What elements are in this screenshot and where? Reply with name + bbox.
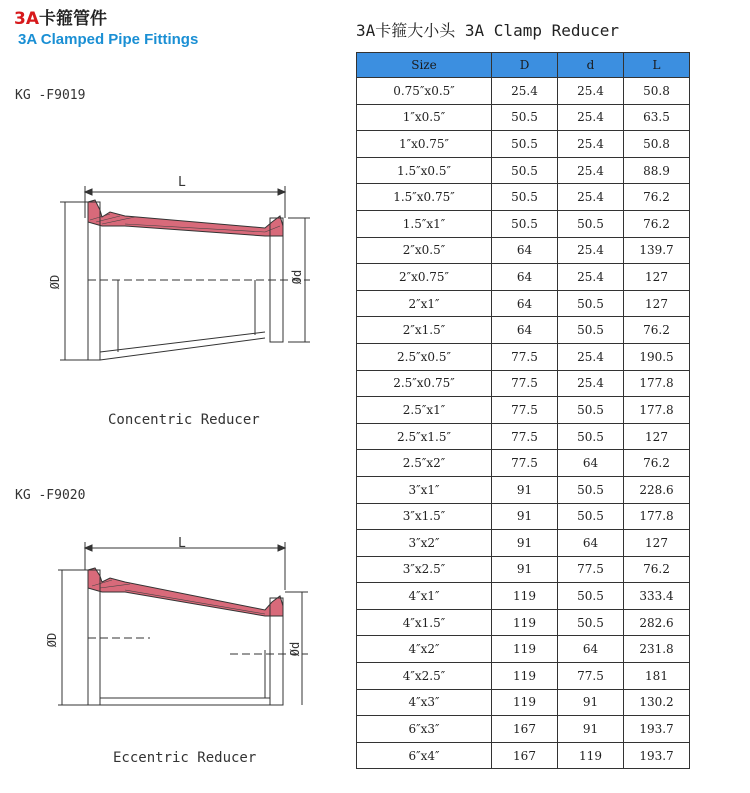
table-row [357, 104, 690, 131]
cell-L: 282.6 [624, 609, 690, 636]
table-row [357, 157, 690, 184]
table-row [357, 210, 690, 237]
header-chinese-title [14, 4, 107, 29]
table-row [357, 663, 690, 690]
cell-size: 3″x1.5″ [357, 503, 492, 530]
cell-size: 2″x0.75″ [357, 264, 492, 291]
cell-D: 50.5 [492, 104, 558, 131]
cell-size: 1″x0.5″ [357, 104, 492, 131]
table-row [357, 343, 690, 370]
cell-D: 50.5 [492, 131, 558, 158]
cell-L: 88.9 [624, 157, 690, 184]
cell-size: 2.5″x0.5″ [357, 343, 492, 370]
eccentric-reducer-drawing [40, 530, 330, 730]
table-body [357, 78, 690, 769]
caption-eccentric-reducer: Eccentric Reducer [113, 750, 257, 766]
label-length-eccentric: L [178, 536, 186, 551]
cell-D: 119 [492, 663, 558, 690]
cell-D: 91 [492, 556, 558, 583]
cell-d: 25.4 [558, 343, 624, 370]
cell-L: 231.8 [624, 636, 690, 663]
cell-L: 228.6 [624, 476, 690, 503]
cell-size: 2.5″x1.5″ [357, 423, 492, 450]
label-diameter-small-eccentric: Ød [288, 641, 303, 657]
label-diameter-large-concentric: ØD [48, 274, 63, 290]
cell-D: 91 [492, 476, 558, 503]
cell-D: 64 [492, 290, 558, 317]
caption-concentric-reducer: Concentric Reducer [108, 412, 260, 428]
cell-d: 25.4 [558, 184, 624, 211]
cell-d: 50.5 [558, 290, 624, 317]
table-row [357, 503, 690, 530]
table-row [357, 716, 690, 743]
cell-size: 2″x1.5″ [357, 317, 492, 344]
table-row [357, 317, 690, 344]
cell-D: 91 [492, 530, 558, 557]
model-number-concentric: KG -F9019 [15, 88, 86, 103]
table-row [357, 78, 690, 105]
cell-d: 50.5 [558, 503, 624, 530]
table-row [357, 264, 690, 291]
cell-L: 127 [624, 264, 690, 291]
table-row [357, 423, 690, 450]
cell-size: 1.5″x0.75″ [357, 184, 492, 211]
table-row [357, 131, 690, 158]
cell-size: 1.5″x0.5″ [357, 157, 492, 184]
cell-L: 76.2 [624, 450, 690, 477]
cell-D: 119 [492, 636, 558, 663]
cell-D: 50.5 [492, 184, 558, 211]
model-number-eccentric: KG -F9020 [15, 488, 86, 503]
cell-size: 4″x1.5″ [357, 609, 492, 636]
cell-D: 77.5 [492, 343, 558, 370]
cell-L: 139.7 [624, 237, 690, 264]
cell-d: 25.4 [558, 104, 624, 131]
cell-D: 50.5 [492, 157, 558, 184]
cell-d: 119 [558, 742, 624, 769]
header-d: d [558, 53, 624, 78]
cell-d: 50.5 [558, 609, 624, 636]
cell-size: 1.5″x1″ [357, 210, 492, 237]
cell-D: 77.5 [492, 370, 558, 397]
cell-d: 64 [558, 450, 624, 477]
table-row [357, 370, 690, 397]
cell-D: 167 [492, 716, 558, 743]
cell-d: 25.4 [558, 370, 624, 397]
cell-d: 64 [558, 530, 624, 557]
label-diameter-small-concentric: Ød [290, 269, 305, 285]
cell-size: 4″x1″ [357, 583, 492, 610]
cell-L: 130.2 [624, 689, 690, 716]
cell-L: 177.8 [624, 397, 690, 424]
cell-d: 50.5 [558, 476, 624, 503]
cell-L: 127 [624, 423, 690, 450]
table-row [357, 636, 690, 663]
cell-d: 50.5 [558, 423, 624, 450]
cell-L: 193.7 [624, 742, 690, 769]
label-diameter-large-eccentric: ØD [45, 632, 60, 648]
cell-d: 91 [558, 689, 624, 716]
cell-size: 4″x2.5″ [357, 663, 492, 690]
cell-d: 64 [558, 636, 624, 663]
cell-d: 77.5 [558, 556, 624, 583]
cell-size: 2″x0.5″ [357, 237, 492, 264]
cell-D: 119 [492, 583, 558, 610]
cell-size: 0.75″x0.5″ [357, 78, 492, 105]
cell-d: 25.4 [558, 131, 624, 158]
cell-L: 76.2 [624, 556, 690, 583]
cell-L: 127 [624, 290, 690, 317]
table-row [357, 583, 690, 610]
cell-size: 2.5″x0.75″ [357, 370, 492, 397]
cell-L: 76.2 [624, 210, 690, 237]
cell-size: 2.5″x2″ [357, 450, 492, 477]
concentric-reducer-drawing [40, 170, 330, 370]
cell-L: 177.8 [624, 370, 690, 397]
cell-size: 2″x1″ [357, 290, 492, 317]
table-row [357, 530, 690, 557]
cell-D: 119 [492, 609, 558, 636]
cell-size: 2.5″x1″ [357, 397, 492, 424]
table-row [357, 290, 690, 317]
cell-size: 6″x4″ [357, 742, 492, 769]
cell-L: 127 [624, 530, 690, 557]
cell-size: 4″x3″ [357, 689, 492, 716]
cell-L: 193.7 [624, 716, 690, 743]
table-row [357, 476, 690, 503]
table-row [357, 689, 690, 716]
cell-d: 50.5 [558, 397, 624, 424]
cell-L: 177.8 [624, 503, 690, 530]
cell-d: 25.4 [558, 264, 624, 291]
cell-size: 3″x2.5″ [357, 556, 492, 583]
cell-D: 50.5 [492, 210, 558, 237]
cell-D: 77.5 [492, 450, 558, 477]
cell-d: 50.5 [558, 583, 624, 610]
cell-d: 91 [558, 716, 624, 743]
cell-d: 25.4 [558, 157, 624, 184]
table-row [357, 556, 690, 583]
cell-D: 167 [492, 742, 558, 769]
cell-D: 64 [492, 264, 558, 291]
table-row [357, 450, 690, 477]
table-row [357, 609, 690, 636]
header-brand: 3A [14, 9, 39, 29]
cell-d: 50.5 [558, 317, 624, 344]
cell-D: 77.5 [492, 423, 558, 450]
cell-size: 3″x2″ [357, 530, 492, 557]
cell-d: 25.4 [558, 78, 624, 105]
table-row [357, 237, 690, 264]
label-length-concentric: L [178, 175, 186, 190]
cell-L: 190.5 [624, 343, 690, 370]
cell-d: 77.5 [558, 663, 624, 690]
cell-L: 76.2 [624, 184, 690, 211]
cell-L: 181 [624, 663, 690, 690]
header-D: D [492, 53, 558, 78]
table-row [357, 742, 690, 769]
cell-L: 50.8 [624, 131, 690, 158]
cell-D: 64 [492, 317, 558, 344]
table-header-row [357, 53, 690, 78]
header-english-title: 3A Clamped Pipe Fittings [18, 31, 199, 48]
cell-L: 63.5 [624, 104, 690, 131]
table-row [357, 184, 690, 211]
cell-L: 50.8 [624, 78, 690, 105]
cell-size: 4″x2″ [357, 636, 492, 663]
table-row [357, 397, 690, 424]
cell-d: 50.5 [558, 210, 624, 237]
cell-L: 333.4 [624, 583, 690, 610]
cell-L: 76.2 [624, 317, 690, 344]
header-size: Size [357, 53, 492, 78]
cell-D: 77.5 [492, 397, 558, 424]
cell-d: 25.4 [558, 237, 624, 264]
header-cn-text: 卡箍管件 [39, 9, 107, 29]
header-L: L [624, 53, 690, 78]
cell-D: 25.4 [492, 78, 558, 105]
cell-D: 119 [492, 689, 558, 716]
cell-D: 91 [492, 503, 558, 530]
cell-size: 1″x0.75″ [357, 131, 492, 158]
spec-table [356, 52, 690, 769]
table-title: 3A卡箍大小头 3A Clamp Reducer [356, 21, 620, 40]
cell-size: 3″x1″ [357, 476, 492, 503]
cell-size: 6″x3″ [357, 716, 492, 743]
cell-D: 64 [492, 237, 558, 264]
